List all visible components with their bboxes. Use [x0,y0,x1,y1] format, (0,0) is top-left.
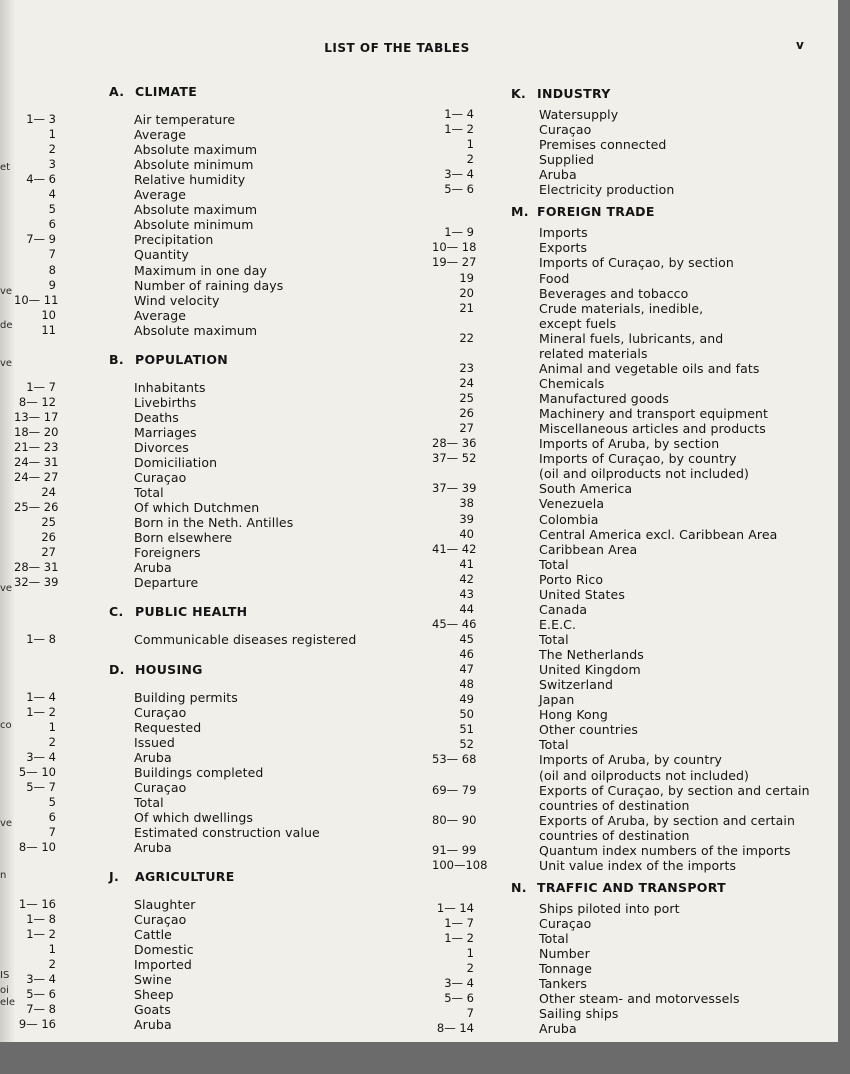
table-number: 32— 39 [14,575,59,590]
table-label: Total [539,931,569,947]
table-number: 6 [48,809,56,824]
table-number: 1— 8 [26,632,56,647]
table-number: 45 [459,631,474,646]
table-number: 49 [459,692,474,707]
table-number: 1 [466,946,474,961]
table-number: 28— 31 [14,560,59,575]
table-number: 43 [459,586,474,601]
edge-fragment: ve [0,358,13,369]
table-number: 50 [459,707,474,722]
table-number: 25— 26 [14,500,59,515]
section-title: HOUSING [135,661,203,677]
section-letter: C. [109,604,124,620]
table-label: Aruba [539,167,577,183]
table-label: Quantity [134,247,189,263]
table-number: 69— 79 [432,782,477,797]
table-number: 1— 2 [26,927,56,942]
table-label: Average [134,307,187,323]
table-label: Aruba [134,840,172,855]
table-label: Canada [539,601,588,617]
table-number: 1— 14 [436,900,474,915]
table-number: 2 [466,152,474,167]
section-title: TRAFFIC AND TRANSPORT [537,879,726,895]
table-label: Other countries [539,722,639,738]
table-label: Miscellaneous articles and products [539,421,766,437]
table-label: Total [539,737,569,753]
table-label: Hong Kong [539,707,608,723]
table-number: 8— 14 [436,1021,474,1036]
section-heading [109,604,247,619]
section-heading [511,880,726,895]
table-label: countries of destination [539,827,690,843]
table-label: Sheep [134,987,174,1003]
table-label: Aruba [539,1021,577,1037]
table-number: 3— 4 [26,749,56,764]
table-number: 7 [48,247,56,262]
table-number: 1— 2 [26,704,56,719]
table-label: Tonnage [539,961,592,977]
table-number: 27 [41,545,56,560]
table-label: Curaçao [134,704,187,720]
table-label: Imports of Aruba, by section [539,436,720,452]
table-number: 45— 46 [432,616,477,631]
table-number: 5 [48,794,56,809]
table-label: Absolute maximum [134,202,258,218]
edge-fragment: oi [0,985,9,996]
table-label: Quantum index numbers of the imports [539,842,791,858]
table-label: United States [539,586,625,602]
table-number: 41 [459,556,474,571]
section-title: AGRICULTURE [135,869,235,885]
table-label: Tankers [539,976,587,992]
edge-fragment: co [0,720,12,731]
table-number: 24 [459,375,474,390]
table-label: Unit value index of the imports [539,857,737,873]
table-number: 8 [48,262,56,277]
table-number: 25 [41,515,56,530]
table-number: 23 [459,360,474,375]
table-label: Building permits [134,689,238,705]
table-number: 2 [48,142,56,157]
table-label: Aruba [134,1017,172,1033]
edge-fragment: ve [0,583,13,594]
table-label: Beverages and tobacco [539,285,689,301]
table-number: 5— 7 [26,779,56,794]
table-number: 9— 16 [18,1017,56,1032]
table-label: Imported [134,957,192,973]
table-label: Exports of Curaçao, by section and certain [539,782,810,798]
table-label: Divorces [134,439,189,455]
table-number: 3— 4 [26,972,56,987]
table-number: 53— 68 [432,752,477,767]
edge-fragment: IS [0,970,10,981]
page-number: v [796,38,804,52]
table-label: Number of raining days [134,277,284,293]
table-number: 1 [48,942,56,957]
table-number: 7— 9 [26,232,56,247]
table-label: Absolute maximum [134,322,258,338]
section-title: INDUSTRY [537,86,611,101]
scan-background-right [838,0,850,1074]
table-label: Marriages [134,424,197,440]
table-label: Crude materials, inedible, [539,300,704,316]
table-label: Imports of Aruba, by country [539,752,723,768]
table-label: Animal and vegetable oils and fats [539,360,760,376]
section-title: PUBLIC HEALTH [135,604,248,620]
table-label: Slaughter [134,897,196,913]
table-label: Precipitation [134,232,214,248]
table-number: 1 [48,719,56,734]
table-label: Average [134,187,187,203]
table-number: 5— 6 [26,987,56,1002]
table-number: 13— 17 [14,409,59,424]
table-label: Curaçao [539,916,592,931]
table-label: Exports [539,240,588,256]
table-label: Communicable diseases registered [134,632,357,648]
section-letter: A. [109,84,125,99]
section-letter: J. [109,869,119,885]
edge-fragment: ve [0,286,13,297]
table-number: 4 [48,187,56,202]
edge-fragment: n [0,870,7,881]
table-label: Curaçao [134,779,187,795]
table-number: 18— 20 [14,424,59,439]
table-label: Issued [134,734,175,750]
table-number: 27 [459,421,474,436]
binding-spine [0,0,14,1042]
table-number: 5— 10 [18,764,56,779]
table-label: Exports of Aruba, by section and certain [539,812,796,828]
table-label: United Kingdom [539,662,641,678]
table-label: Total [539,631,569,647]
table-label: Swine [134,972,172,988]
table-label: Aruba [134,560,172,576]
table-label: Supplied [539,152,595,168]
table-label: Wind velocity [134,292,220,308]
table-label: Cattle [134,927,172,943]
table-number: 9 [48,277,56,292]
table-label: Caribbean Area [539,541,638,557]
table-number: 7 [466,1006,474,1021]
table-label: Curaçao [134,912,187,928]
table-label: Mineral fuels, lubricants, and [539,330,724,346]
table-number: 26 [459,406,474,421]
table-number: 40 [459,526,474,541]
table-number: 22 [459,330,474,345]
table-label: except fuels [539,315,617,331]
table-number: 10 [41,307,56,322]
table-label: Maximum in one day [134,262,267,278]
table-label: Departure [134,575,199,591]
table-label: Domestic [134,942,194,958]
table-label: Colombia [539,511,599,527]
table-label: Imports of Curaçao, by section [539,255,734,271]
table-number: 20 [459,285,474,300]
table-number: 1— 4 [26,689,56,704]
table-number: 80— 90 [432,812,477,827]
table-number: 1— 7 [26,379,56,394]
table-label: Absolute minimum [134,217,254,233]
table-label: Livebirths [134,394,197,410]
section-title: CLIMATE [135,84,198,99]
section-letter: N. [511,879,527,895]
table-label: Premises connected [539,137,667,153]
table-label: Other steam- and motorvessels [539,991,740,1007]
table-label: Central America excl. Caribbean Area [539,526,778,542]
scan-background-bottom [0,1042,850,1074]
table-label: Domiciliation [134,455,218,470]
table-number: 4— 6 [26,172,56,187]
table-label: Buildings completed [134,764,264,780]
table-label: Air temperature [134,112,236,127]
table-label: Total [134,485,164,501]
table-number: 44 [459,601,474,616]
table-number: 25 [459,391,474,406]
section-heading [511,86,611,101]
table-label: Total [134,794,164,810]
table-label: Goats [134,1002,171,1018]
table-number: 26 [41,530,56,545]
table-number: 5 [48,202,56,217]
table-label: Of which Dutchmen [134,500,260,516]
table-label: Absolute maximum [134,142,258,158]
table-number: 19 [459,270,474,285]
table-number: 7 [48,824,56,839]
table-label: Average [134,127,187,143]
section-heading [109,352,228,367]
table-number: 1— 16 [18,897,56,912]
table-number: 39 [459,511,474,526]
table-number: 24 [41,485,56,500]
table-number: 5— 6 [444,991,474,1006]
table-label: Manufactured goods [539,391,669,407]
table-label: (oil and oilproducts not included) [539,466,750,482]
edge-fragment: et [0,162,11,173]
table-number: 47 [459,662,474,677]
table-label: Born elsewhere [134,530,233,546]
table-number: 3 [48,157,56,172]
table-label: Switzerland [539,677,614,693]
section-letter: D. [109,661,125,677]
table-label: (oil and oilproducts not included) [539,767,750,783]
table-label: Curaçao [539,122,592,138]
table-number: 24— 31 [14,455,59,469]
table-label: Porto Rico [539,571,604,587]
table-number: 1— 2 [444,122,474,137]
table-label: South America [539,481,633,497]
table-label: Estimated construction value [134,824,320,840]
table-number: 48 [459,677,474,692]
table-number: 1— 9 [444,225,474,240]
edge-fragment: de [0,320,13,331]
section-letter: M. [511,204,529,220]
table-number: 100—108 [432,857,488,872]
table-number: 37— 52 [432,451,477,466]
table-label: Total [539,556,569,572]
table-number: 28— 36 [432,436,477,451]
table-label: Deaths [134,409,179,425]
table-label: Born in the Neth. Antilles [134,515,294,531]
table-number: 24— 27 [14,470,59,485]
table-number: 5— 6 [444,182,474,197]
table-label: Sailing ships [539,1006,619,1022]
table-number: 52 [459,737,474,752]
table-label: Aruba [134,749,172,765]
table-label: Imports of Curaçao, by country [539,451,737,467]
edge-fragment: ve [0,818,13,829]
table-number: 37— 39 [432,481,477,496]
page-title: LIST OF THE TABLES [324,41,470,55]
table-label: Imports [539,225,588,241]
table-label: Venezuela [539,496,605,512]
table-label: Electricity production [539,182,675,198]
table-label: The Netherlands [539,647,644,663]
table-number: 2 [466,961,474,976]
table-label: Foreigners [134,545,201,561]
table-number: 1— 3 [26,112,56,126]
section-heading [109,84,197,99]
table-number: 7— 8 [26,1002,56,1017]
table-label: Chemicals [539,375,605,391]
table-number: 3— 4 [444,167,474,182]
table-label: E.E.C. [539,616,577,632]
table-number: 11 [41,322,56,337]
table-label: Japan [539,692,575,708]
table-number: 91— 99 [432,842,477,857]
table-label: Of which dwellings [134,809,254,825]
table-number: 41— 42 [432,541,477,556]
table-number: 1— 4 [444,107,474,121]
edge-fragment: ele [0,997,16,1008]
section-heading [511,204,655,219]
table-label: Ships piloted into port [539,900,680,916]
section-letter: K. [511,86,527,101]
table-label: countries of destination [539,797,690,813]
table-number: 10— 11 [14,292,59,307]
table-number: 19— 27 [432,255,477,270]
table-label: related materials [539,345,648,361]
table-number: 6 [48,217,56,232]
table-number: 42 [459,571,474,586]
section-title: FOREIGN TRADE [537,204,655,220]
section-heading [109,869,235,884]
table-label: Food [539,270,570,286]
table-number: 21— 23 [14,439,59,454]
table-number: 1— 7 [444,916,474,930]
table-number: 8— 10 [18,840,56,854]
table-label: Relative humidity [134,172,246,188]
table-number: 1 [466,137,474,152]
table-number: 51 [459,722,474,737]
table-number: 2 [48,734,56,749]
section-title: POPULATION [135,351,229,367]
table-number: 38 [459,496,474,511]
table-number: 46 [459,647,474,662]
table-number: 1 [48,127,56,142]
table-number: 1— 2 [444,931,474,946]
table-number: 1— 8 [26,912,56,927]
table-label: Requested [134,719,202,735]
table-number: 10— 18 [432,240,477,255]
table-label: Curaçao [134,470,187,486]
table-label: Watersupply [539,107,619,122]
table-number: 3— 4 [444,976,474,991]
table-number: 8— 12 [18,394,56,409]
table-label: Inhabitants [134,379,206,395]
section-letter: B. [109,351,124,367]
table-label: Number [539,946,590,962]
table-label: Machinery and transport equipment [539,406,769,422]
section-heading [109,662,203,677]
table-label: Absolute minimum [134,157,254,173]
table-number: 21 [459,300,474,315]
table-number: 2 [48,957,56,972]
